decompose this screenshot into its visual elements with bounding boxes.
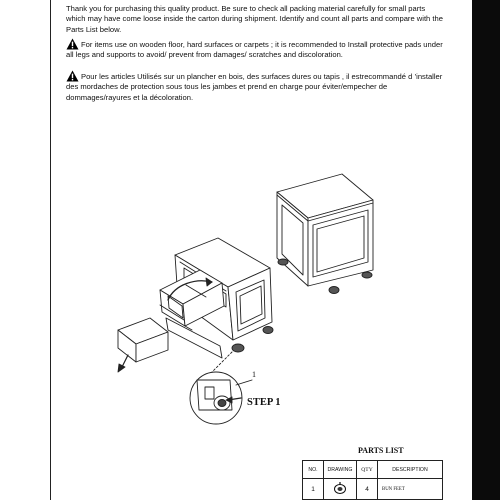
warning-english-text: For items use on wooden floor, hard surfaces or carpets ; it is recommended to Install protective pads under all legs and supports to avoid/ prevent from damages/ scratches and discoloration.: [66, 40, 443, 60]
row-no: 1: [303, 479, 324, 500]
parts-table-header-row: [303, 461, 443, 479]
header-qty: QTY: [357, 461, 378, 479]
row-qty: 4: [357, 479, 378, 500]
header-description: DESCRIPTION: [378, 461, 443, 479]
table-row: [303, 479, 443, 500]
intro-paragraph: Thank you for purchasing this quality product. Be sure to check all packing material carefully for small parts which may have come loose inside the carton during shipment. Identify and count all parts and compare with the Parts List below.: [66, 4, 443, 34]
warning-french-text: Pour les articles Utilisés sur un plancher en bois, des surfaces dures ou tapis , il estrecommandé d ’installer des mordaches de protection sous tous les jambes et prend en charge pour éviter/empecher de dommages/rayures et la décoloration.: [66, 72, 443, 102]
header-drawing: DRAWING: [324, 461, 357, 479]
parts-list-title: PARTS LIST: [358, 446, 404, 455]
nightstand-on-side-drawing: [160, 238, 273, 358]
step-label: STEP 1: [247, 397, 281, 408]
row-drawing: [324, 479, 357, 500]
parts-list-table: [302, 460, 443, 500]
packing-box-drawing: [118, 318, 168, 372]
assembled-nightstand-drawing: [277, 174, 373, 294]
row-description: BUN FEET: [378, 479, 443, 500]
header-no: NO.: [303, 461, 324, 479]
callout-number: 1: [252, 370, 256, 379]
detail-callout-drawing: [190, 352, 252, 424]
bun-foot-icon: [333, 481, 347, 495]
